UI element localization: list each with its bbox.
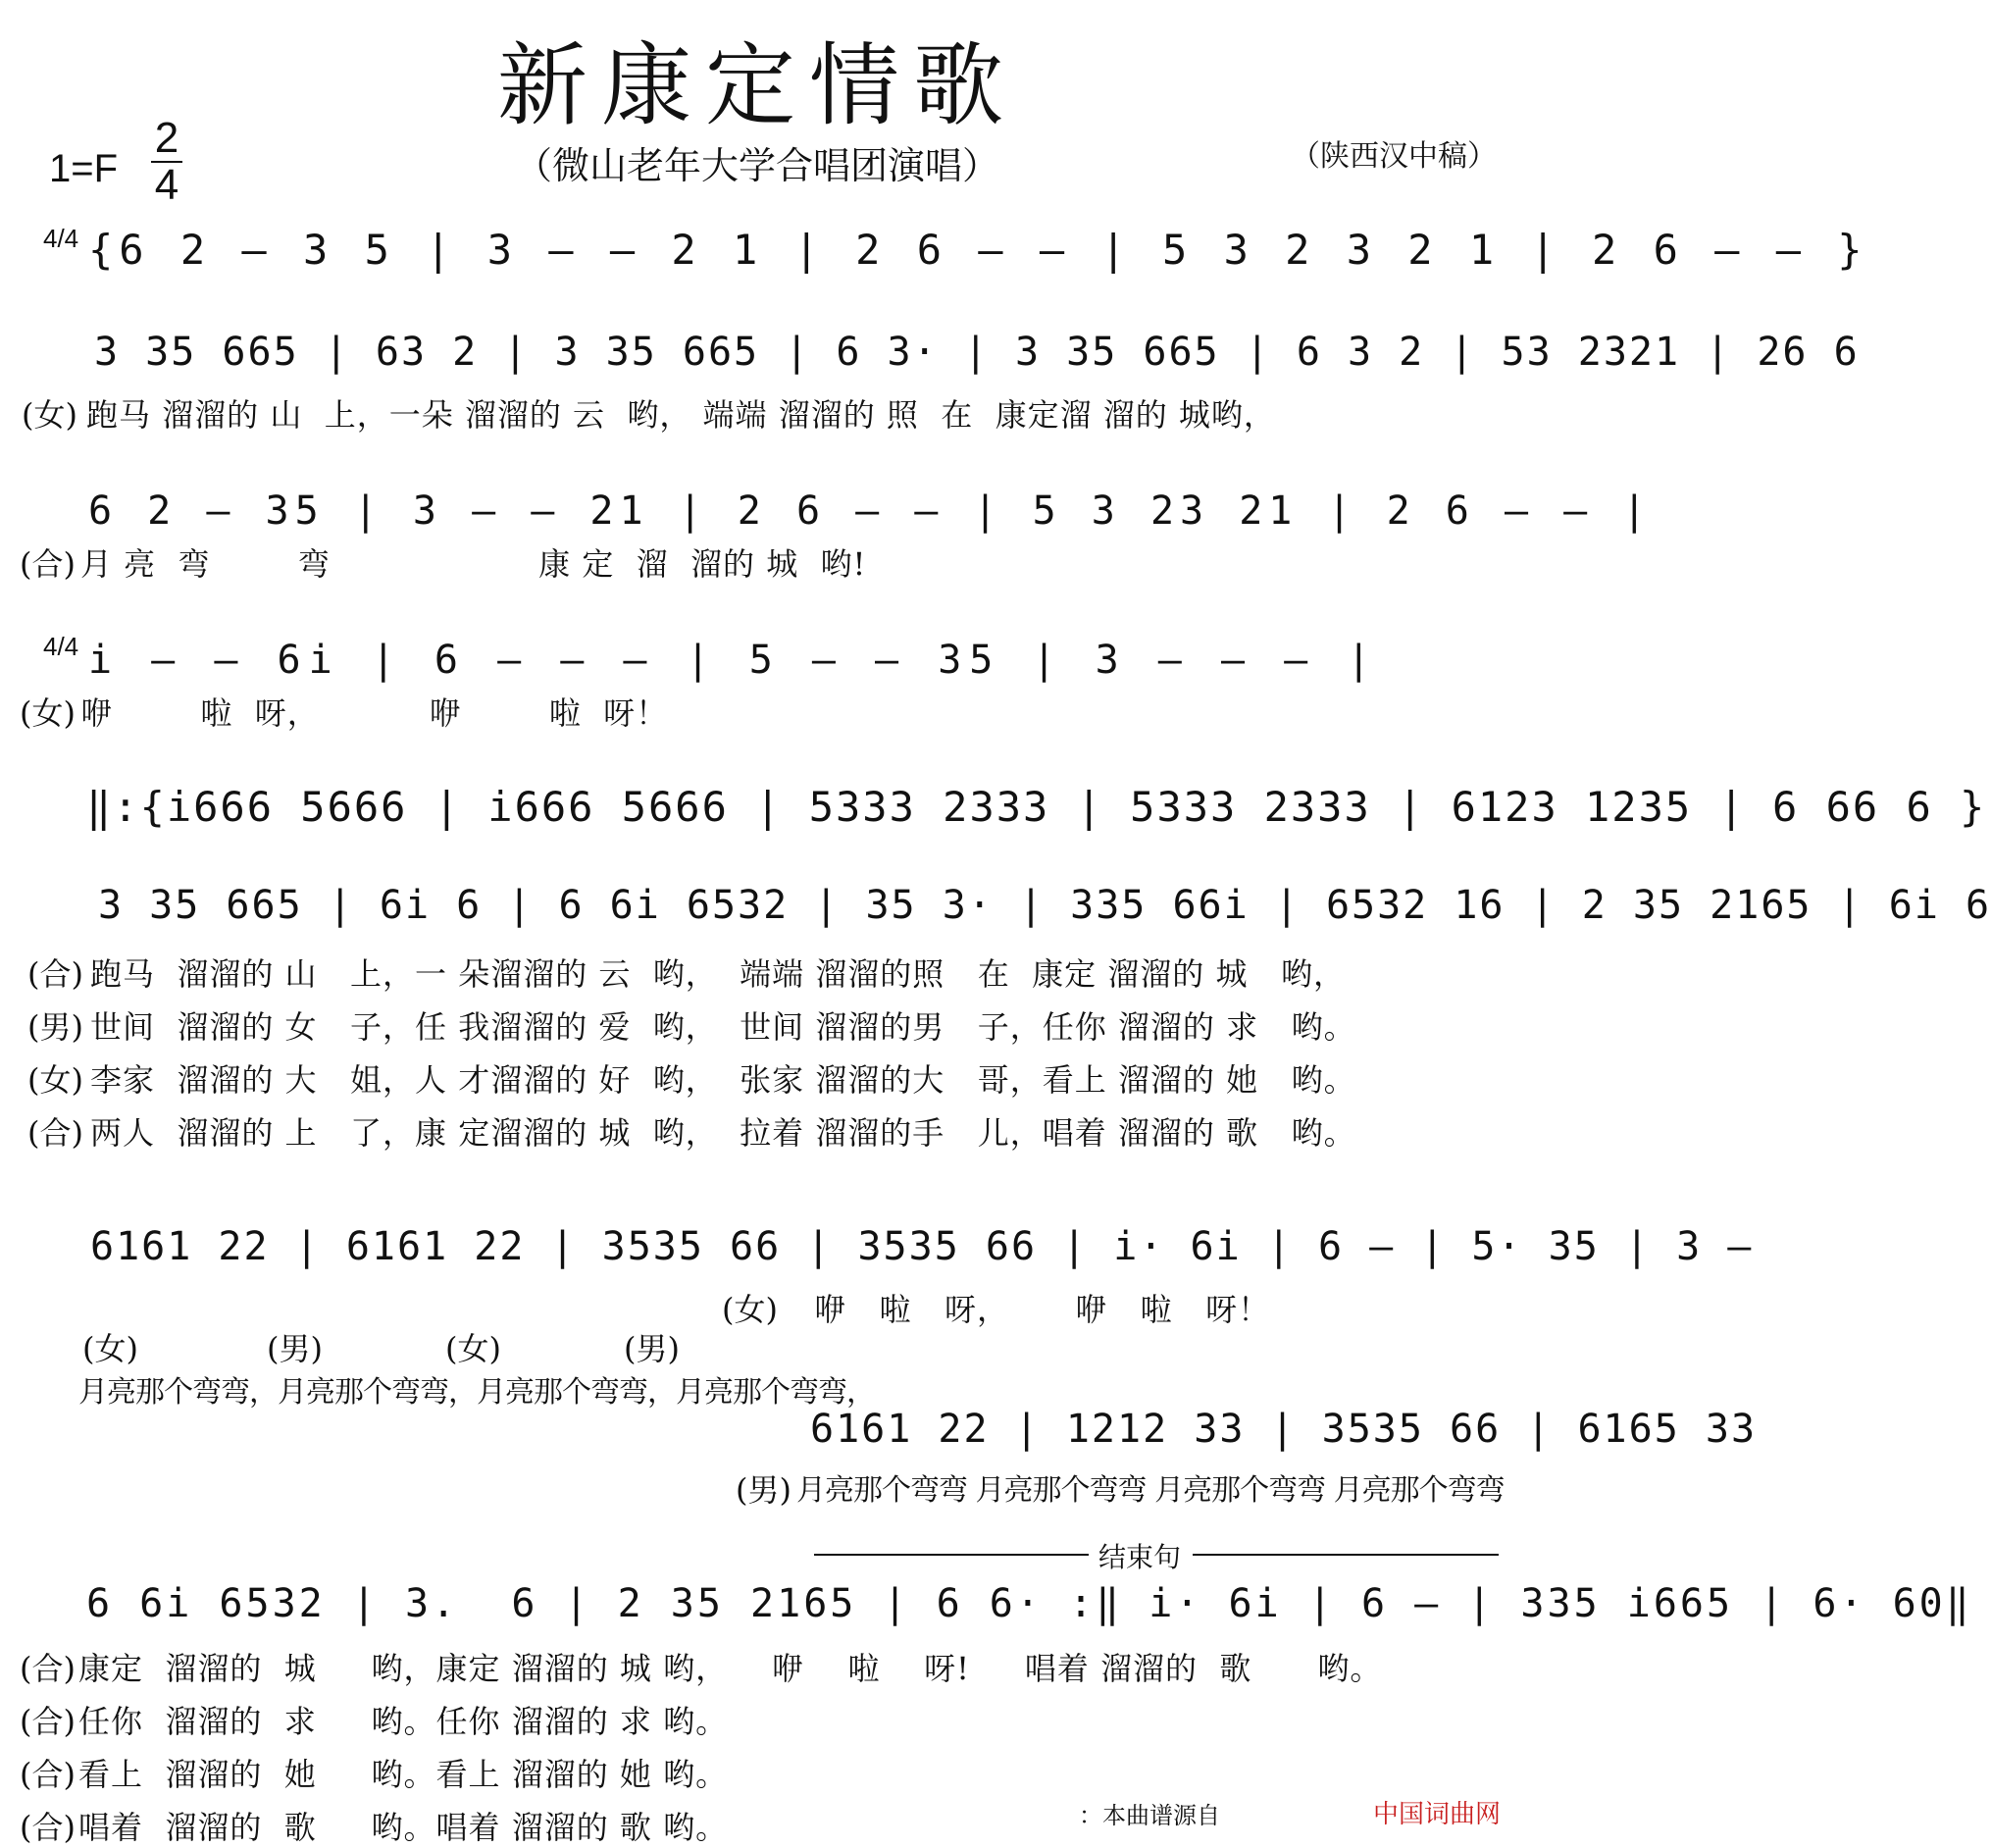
verse-1-label: (合) <box>27 955 83 993</box>
men-response-lyrics: 月亮那个弯弯 月亮那个弯弯 月亮那个弯弯 月亮那个弯弯 <box>796 1473 1505 1508</box>
final-line-1-lyrics: 康定 溜溜的 城 哟，康定 溜溜的 城 哟， 咿 啦 呀! 唱着 溜溜的 歌 哟。 <box>78 1650 1383 1687</box>
footer-source: ：本曲谱源自 <box>1079 1803 1220 1829</box>
footer-site-link[interactable]: 中国词曲网 <box>1372 1799 1501 1828</box>
system-4-notes: i – – 6i | 6 – – – | 5 – – 35 | 3 – – – | <box>88 638 1379 683</box>
women-response-lyrics: 咿 啦 呀， 咿 啦 呀！ <box>814 1291 1271 1328</box>
time-signature-bottom: 4 <box>154 161 179 209</box>
verse-2-lyrics: 世间 溜溜的 女 子，任 我溜溜的 爱 哟， 世间 溜溜的男 子，任你 溜溜的 求 哟。 <box>90 1008 1356 1046</box>
time-signature <box>147 114 186 209</box>
system-3-part-label: (合) <box>20 545 76 583</box>
ending-marker: 结束句 <box>1098 1541 1182 1573</box>
system-1-meter: 4/4 <box>43 224 79 253</box>
part-label-3: (女) <box>445 1330 501 1367</box>
men-response-label: (男) <box>736 1471 791 1509</box>
verse-4-label: (合) <box>27 1114 83 1152</box>
call-lyrics: 月亮那个弯弯，月亮那个弯弯，月亮那个弯弯，月亮那个弯弯， <box>78 1375 875 1410</box>
final-line-1-label: (合) <box>20 1650 76 1687</box>
final-line-2-lyrics: 任你 溜溜的 求 哟。任你 溜溜的 求 哟。 <box>78 1703 729 1740</box>
men-response-notes: 6161 22 | 1212 33 | 3535 66 | 6165 33 <box>810 1407 1758 1452</box>
women-response-label: (女) <box>722 1291 778 1328</box>
system-4-lyrics: 咿 啦 呀， 咿 啦 呀！ <box>80 694 669 732</box>
call-response-notes: 6161 22 | 6161 22 | 3535 66 | 3535 66 | i· 6i | 6 – | 5· 35 | 3 – <box>90 1224 1754 1269</box>
time-signature-top: 2 <box>154 114 179 162</box>
verse-4-lyrics: 两人 溜溜的 上 了，康 定溜溜的 城 哟， 拉着 溜溜的手 儿，唱着 溜溜的 歌 哟。 <box>90 1114 1356 1152</box>
system-1-notes: {6 2 – 3 5 | 3 – – 2 1 | 2 6 – – | 5 3 2 3 2 1 | 2 6 – – } <box>88 226 1868 274</box>
final-line-4-label: (合) <box>20 1809 76 1846</box>
verse-2-label: (男) <box>27 1008 83 1046</box>
system-3-notes: 6 2 – 35 | 3 – – 21 | 2 6 – – | 5 3 23 21 | 2 6 – – | <box>88 488 1653 534</box>
verse-1-lyrics: 跑马 溜溜的 山 上，一 朵溜溜的 云 哟， 端端 溜溜的照 在 康定 溜溜的 城 哟， <box>90 955 1346 993</box>
system-5-notes: ‖:{i666 5666 | i666 5666 | 5333 2333 | 5333 2333 | 6123 1235 | 6 66 6 } <box>86 783 1987 831</box>
part-label-2: (男) <box>267 1330 323 1367</box>
verse-3-lyrics: 李家 溜溜的 大 姐，人 才溜溜的 好 哟， 张家 溜溜的大 哥，看上 溜溜的 她 哟。 <box>90 1061 1356 1099</box>
system-4-meter: 4/4 <box>43 632 79 661</box>
final-line-4-lyrics: 唱着 溜溜的 歌 哟。唱着 溜溜的 歌 哟。 <box>78 1809 729 1846</box>
final-line-3-lyrics: 看上 溜溜的 她 哟。看上 溜溜的 她 哟。 <box>78 1756 729 1793</box>
system-3-lyrics: 月 亮 弯 弯 康 定 溜 溜的 城 哟! <box>80 545 867 583</box>
manuscript-credit: （陕西汉中稿） <box>1291 139 1497 174</box>
part-label-1: (女) <box>82 1330 138 1367</box>
ending-bracket-left <box>814 1554 1089 1556</box>
system-6-notes: 3 35 665 | 6i 6 | 6 6i 6532 | 35 3· | 335 66i | 6532 16 | 2 35 2165 | 6i 6 <box>98 883 1991 928</box>
verse-3-label: (女) <box>27 1061 83 1099</box>
final-line-3-label: (合) <box>20 1756 76 1793</box>
system-2-lyrics: 跑马 溜溜的 山 上，一朵 溜溜的 云 哟， 端端 溜溜的 照 在 康定溜 溜的 城哟， <box>86 396 1276 434</box>
system-2-notes: 3 35 665 | 63 2 | 3 35 665 | 6 3· | 3 35 665 | 6 3 2 | 53 2321 | 26 6 <box>94 330 1860 375</box>
performer-subtitle: （微山老年大学合唱团演唱） <box>514 144 999 187</box>
final-line-2-label: (合) <box>20 1703 76 1740</box>
key-signature: 1=F <box>49 147 119 190</box>
final-system-notes: 6 6i 6532 | 3. 6 | 2 35 2165 | 6 6· :‖ i· 6i | 6 – | 335 i665 | 6· 60‖ <box>86 1581 1972 1626</box>
system-4-part-label: (女) <box>20 694 76 732</box>
song-title: 新康定情歌 <box>496 33 1017 138</box>
part-label-4: (男) <box>624 1330 680 1367</box>
system-2-part-label: (女) <box>22 396 77 434</box>
ending-bracket-right <box>1193 1554 1499 1556</box>
